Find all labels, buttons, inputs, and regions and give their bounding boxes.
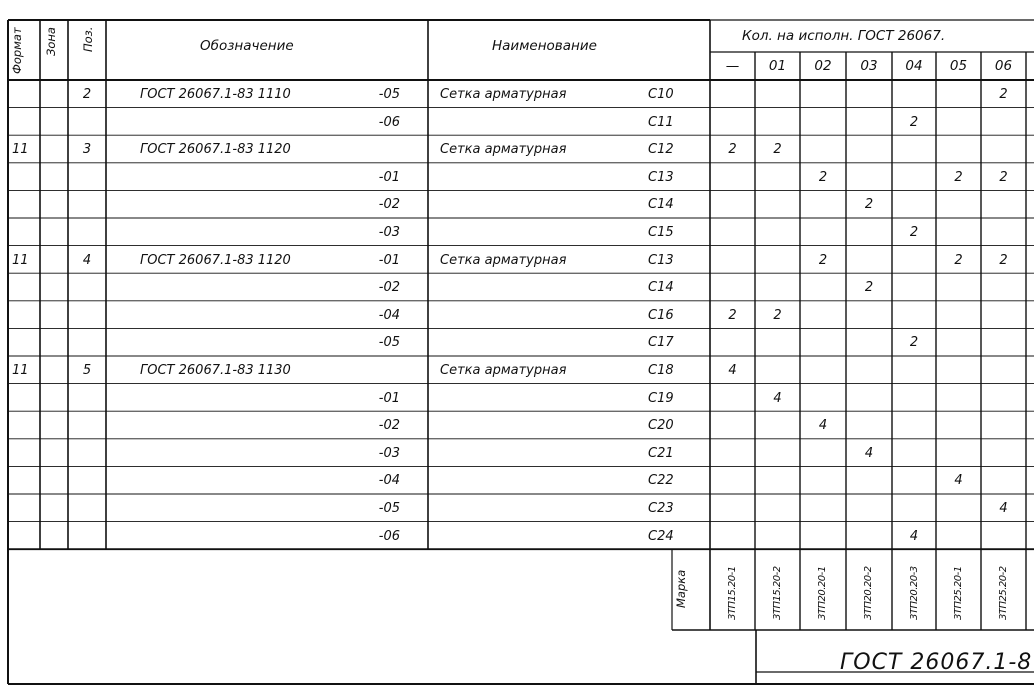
row-pos: 4 [82, 252, 92, 268]
mark-label: 3ТП15.20-1 [727, 566, 738, 620]
exec-col-header: 01 [768, 58, 787, 74]
row-code: С13 [648, 252, 674, 268]
row-qty: 2 [773, 142, 782, 158]
row-qty: 2 [864, 197, 874, 213]
row-name: Сетка арматурная [440, 142, 567, 158]
mark-label: 3ТП20.20-3 [909, 566, 920, 620]
row-qty: 2 [909, 335, 919, 351]
row-suffix: -03 [378, 445, 400, 461]
row-suffix: -04 [378, 473, 400, 489]
row-suffix: -01 [378, 252, 400, 268]
row-code: С11 [648, 114, 674, 130]
row-qty: 4 [999, 501, 1008, 516]
row-qty: 2 [909, 225, 919, 240]
row-format: 11 [12, 252, 29, 268]
row-code: С13 [648, 169, 674, 185]
row-code: С15 [648, 225, 674, 240]
row-qty: 4 [864, 445, 874, 461]
exec-col-header: — [725, 58, 740, 74]
row-qty: 2 [728, 307, 737, 323]
row-code: С18 [648, 363, 674, 378]
row-suffix: -02 [378, 197, 400, 213]
marka-label: Марка [674, 569, 688, 608]
row-suffix: -01 [378, 169, 400, 185]
row-designation: ГОСТ 26067.1-83 1120 [140, 252, 291, 268]
row-code: С14 [648, 280, 674, 296]
row-suffix: -06 [378, 528, 400, 544]
row-qty: 2 [864, 280, 874, 296]
row-code: С22 [648, 473, 674, 489]
row-suffix: -05 [378, 335, 400, 351]
row-suffix: -03 [378, 225, 400, 240]
row-code: С23 [648, 501, 674, 516]
header-pos: Поз. [81, 26, 95, 52]
row-qty: 4 [773, 390, 782, 406]
row-code: С17 [648, 335, 674, 351]
row-qty: 2 [728, 142, 737, 158]
row-qty: 2 [999, 169, 1008, 185]
row-pos: 5 [82, 363, 92, 378]
footer-title: ГОСТ 26067.1-8 [840, 650, 1033, 675]
row-suffix: -05 [378, 501, 400, 516]
header-zone: Зона [44, 27, 58, 56]
header-format: Формат [10, 27, 24, 74]
row-code: С12 [648, 142, 674, 158]
row-suffix: -06 [378, 114, 400, 130]
row-suffix: -02 [378, 418, 400, 434]
mark-label: 3ТП25.20-2 [998, 566, 1009, 620]
exec-col-header: 03 [860, 58, 878, 74]
row-suffix: -05 [378, 87, 400, 102]
row-qty: 2 [999, 87, 1008, 102]
row-qty: 4 [909, 528, 919, 544]
row-code: С16 [648, 307, 674, 323]
row-pos: 3 [82, 142, 92, 158]
row-qty: 4 [728, 363, 737, 378]
mark-label: 3ТП20.20-2 [863, 566, 874, 620]
row-pos: 2 [82, 87, 92, 102]
row-code: С21 [648, 445, 674, 461]
row-suffix: -04 [378, 307, 400, 323]
row-suffix: -01 [378, 390, 400, 406]
row-code: С10 [648, 87, 674, 102]
row-name: Сетка арматурная [440, 252, 567, 268]
row-qty: 2 [909, 114, 919, 130]
row-suffix: -02 [378, 280, 400, 296]
row-code: С14 [648, 197, 674, 213]
row-designation: ГОСТ 26067.1-83 1120 [140, 142, 291, 158]
row-qty: 2 [954, 252, 963, 268]
row-qty: 2 [999, 252, 1008, 268]
row-name: Сетка арматурная [440, 87, 567, 102]
header-name: Наименование [492, 38, 597, 54]
exec-col-header: 02 [814, 58, 832, 74]
header-designation: Обозначение [200, 38, 294, 54]
row-format: 11 [12, 363, 29, 378]
row-qty: 2 [818, 252, 828, 268]
row-format: 11 [12, 142, 29, 158]
row-qty: 4 [954, 473, 963, 489]
row-code: С20 [648, 418, 674, 434]
row-qty: 4 [818, 418, 828, 434]
row-qty: 2 [954, 169, 963, 185]
mark-label: 3ТП25.20-1 [953, 566, 964, 620]
row-code: С19 [648, 390, 674, 406]
row-designation: ГОСТ 26067.1-83 1130 [140, 363, 291, 378]
row-qty: 2 [818, 169, 828, 185]
header-qty: Кол. на исполн. ГОСТ 26067. [742, 28, 946, 44]
row-designation: ГОСТ 26067.1-83 1110 [140, 87, 291, 102]
exec-col-header: 06 [994, 58, 1013, 74]
mark-label: 3ТП20.20-1 [817, 566, 828, 620]
row-qty: 2 [773, 307, 782, 323]
exec-col-header: 05 [949, 58, 968, 74]
exec-col-header: 04 [905, 58, 923, 74]
row-code: С24 [648, 528, 674, 544]
mark-label: 3ТП15.20-2 [772, 566, 783, 620]
row-name: Сетка арматурная [440, 363, 567, 378]
